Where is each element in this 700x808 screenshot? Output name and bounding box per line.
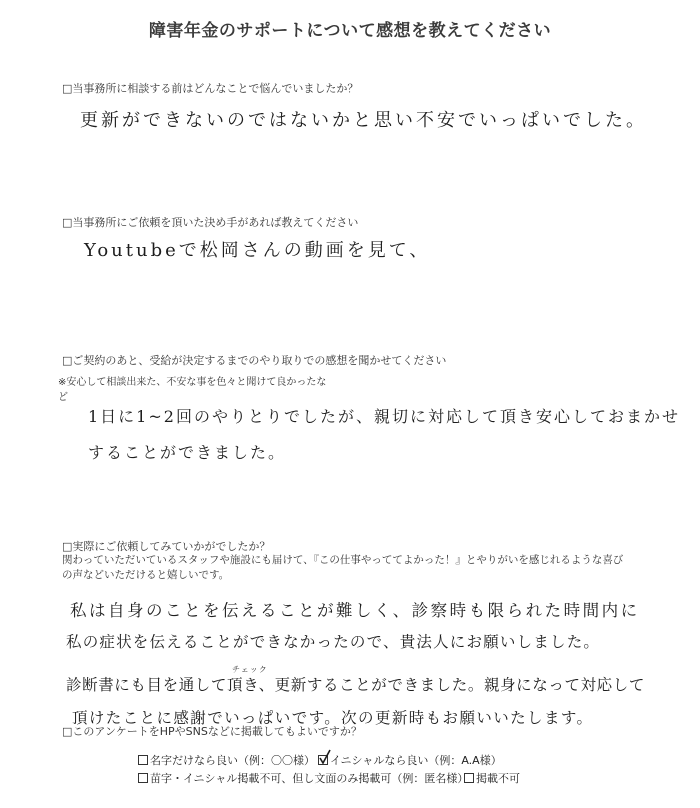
checkbox[interactable]	[138, 773, 148, 783]
answer-4-line2: 私の症状を伝えることができなかったので、貴法人にお願いしました。	[66, 633, 601, 651]
checkbox[interactable]	[138, 755, 148, 765]
question-3-note-line1: ※安心して相談出来た、不安な事を色々と聞けて良かったな	[58, 377, 327, 388]
check-mark-icon	[319, 749, 331, 765]
question-3-note	[58, 375, 326, 405]
checkbox[interactable]	[464, 773, 474, 783]
answer-4-line4: 頂けたことに感謝でいっぱいです。次の更新時もお願いいたします。	[72, 709, 594, 727]
answer-2: Youtubeで松岡さんの動画を見て、	[84, 240, 431, 261]
question-4-desc-line1: 関わっていただいているスタッフや施設にも届けて、『この仕事やっててよかった！』とやりがいを感じれるような喜び	[62, 554, 624, 566]
question-4-label: □実際にご依頼してみていかがでしたか？	[62, 540, 271, 553]
answer-3-line2: することができました。	[88, 443, 287, 462]
answer-4-line3: 診断書にも目を通して頂き、更新することができました。親身になって対応して	[66, 676, 645, 694]
question-3-note-line2: ど	[58, 392, 68, 403]
answer-4-ruby: チェック	[232, 665, 268, 674]
page-title: 障害年金のサポートについて感想を教えてください	[148, 21, 552, 41]
question-2-label: □当事務所にご依頼を頂いた決め手があれば教えてください	[62, 216, 359, 229]
checkbox-checked[interactable]	[318, 755, 328, 765]
consent-label: □このアンケートをHPやSNSなどに掲載してもよいですか？	[62, 725, 362, 738]
question-4-desc-line2: の声などいただけると嬉しいです。	[62, 569, 230, 581]
question-1-label: □当事務所に相談する前はどんなことで悩んでいましたか？	[62, 82, 359, 95]
question-3-label: □ご契約のあと、受給が決定するまでのやり取りでの感想を聞かせてください	[62, 354, 447, 367]
consent-option-no-publish[interactable]: 掲載不可	[464, 770, 520, 786]
question-4-description	[62, 553, 623, 583]
consent-option-anonymous[interactable]: 苗字・イニシャル掲載不可、但し文面のみ掲載可（例：匿名様）	[138, 770, 468, 786]
answer-4-line1: 私は自身のことを伝えることが難しく、診察時も限られた時間内に	[70, 601, 640, 620]
answer-3-line1: 1日に1~2回のやりとりでしたが、親切に対応して頂き安心しておまかせ	[88, 407, 680, 426]
consent-option-initials[interactable]: イニシャルなら良い（例：A.A様）	[318, 752, 502, 768]
answer-1: 更新ができないのではないかと思い不安でいっぱいでした。	[80, 110, 647, 131]
consent-option-surname[interactable]: 名字だけなら良い（例：〇〇様）	[138, 752, 315, 768]
